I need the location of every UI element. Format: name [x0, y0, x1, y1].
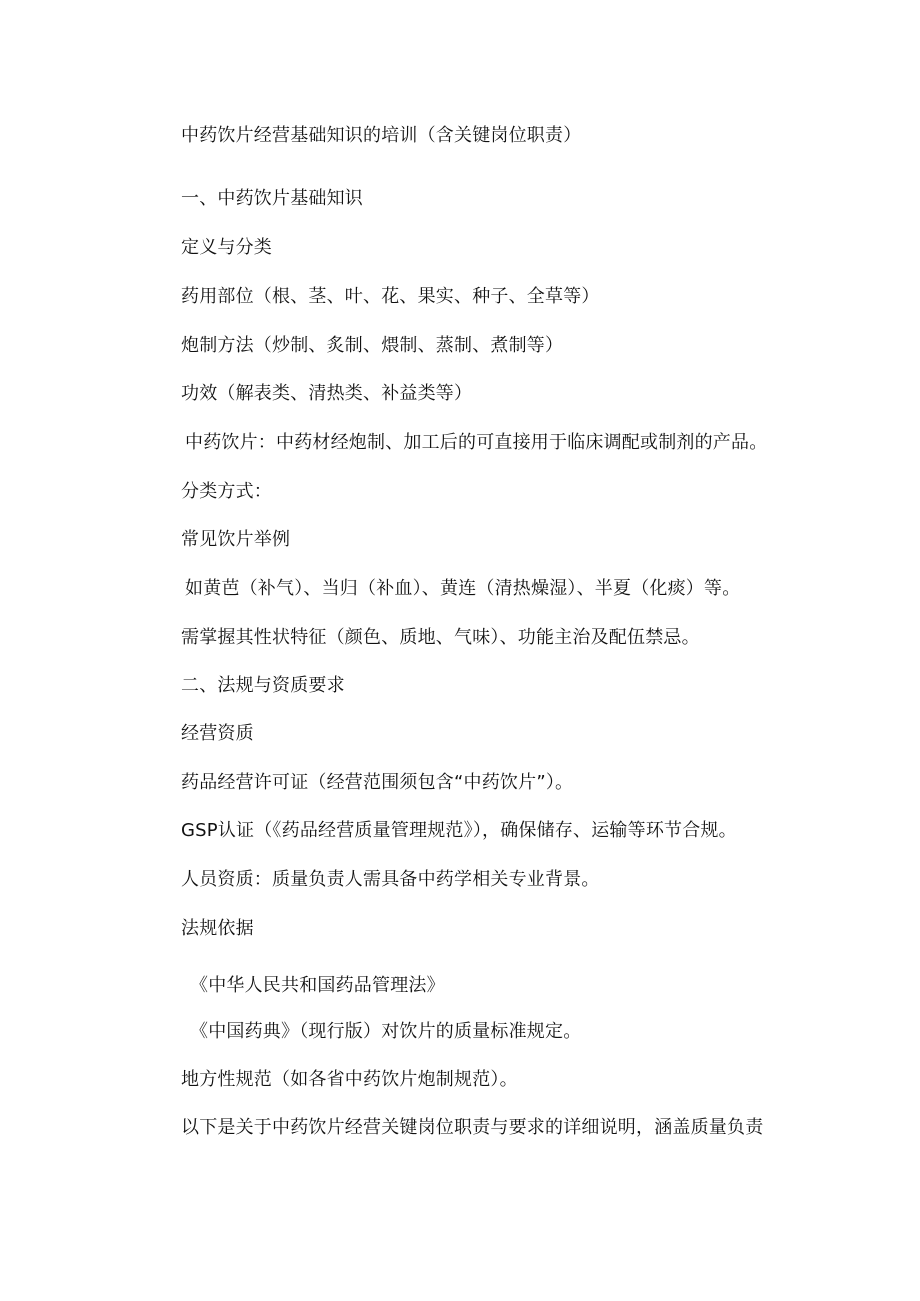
- paragraph-intro-next: 以下是关于中药饮片经营关键岗位职责与要求的详细说明，涵盖质量负责: [181, 1117, 764, 1138]
- paragraph-classification-methods: 分类方式：: [181, 481, 272, 502]
- paragraph-medicinal-parts: 药用部位（根、茎、叶、花、果实、种子、全草等）: [181, 286, 600, 307]
- subheading-business-qualification: 经营资质: [181, 723, 254, 744]
- paragraph-definition: 中药饮片：中药材经炮制、加工后的可直接用于临床调配或制剂的产品。: [185, 432, 768, 453]
- paragraph-local-norms: 地方性规范（如各省中药饮片炮制规范）。: [181, 1069, 518, 1090]
- paragraph-characteristics: 需掌握其性状特征（颜色、质地、气味）、功能主治及配伍禁忌。: [181, 627, 700, 648]
- subheading-common-examples: 常见饮片举例: [181, 529, 291, 550]
- subheading-legal-basis: 法规依据: [181, 918, 254, 939]
- paragraph-processing-methods: 炮制方法（炒制、炙制、煨制、蒸制、煮制等）: [181, 335, 564, 356]
- paragraph-examples: 如黄芭（补气）、当归（补血）、黄连（清热燥湿）、半夏（化痰）等。: [185, 578, 741, 599]
- document-title: 中药饮片经营基础知识的培训（含关键岗位职责）: [181, 125, 582, 146]
- paragraph-personnel: 人员资质：质量负责人需具备中药学相关专业背景。: [181, 869, 600, 890]
- section-heading-basics: 一、中药饮片基础知识: [181, 188, 363, 209]
- paragraph-drug-law: 《中华人民共和国药品管理法》: [190, 975, 445, 996]
- paragraph-license: 药品经营许可证（经营范围须包含“中药饮片”）。: [181, 772, 574, 793]
- subheading-definition-classification: 定义与分类: [181, 237, 272, 258]
- paragraph-pharmacopoeia: 《中国药典》（现行版）对饮片的质量标准规定。: [190, 1021, 582, 1042]
- paragraph-gsp: GSP认证（《药品经营质量管理规范》），确保储存、运输等环节合规。: [181, 820, 737, 841]
- paragraph-efficacy: 功效（解表类、清热类、补益类等）: [181, 383, 473, 404]
- section-heading-regulations: 二、法规与资质要求: [181, 675, 345, 696]
